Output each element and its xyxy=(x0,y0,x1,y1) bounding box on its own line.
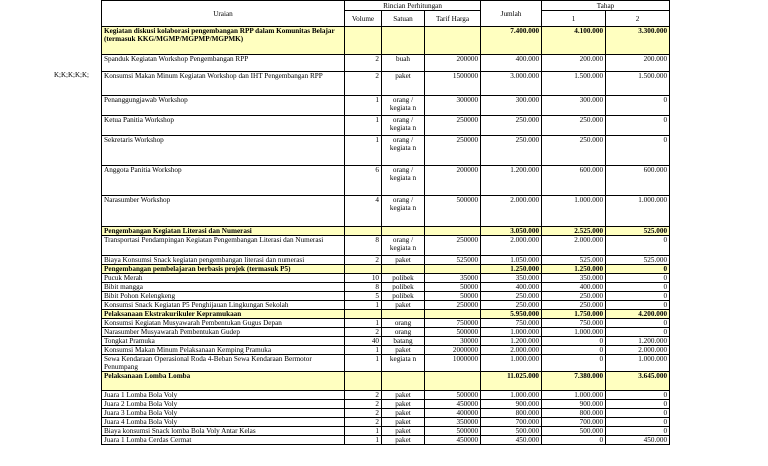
table-row xyxy=(102,391,670,400)
cell-tarif: 500000 xyxy=(425,328,481,337)
cell-tarif: 50000 xyxy=(425,292,481,301)
table-row xyxy=(102,346,670,355)
cell-tarif: 250000 xyxy=(425,116,481,136)
cell-uraian: Penanggungjawab Workshop xyxy=(102,96,345,116)
cell-uraian: Transportasi Pendampingan Kegiatan Pengembangan Literasi dan Numerasi xyxy=(102,236,345,256)
cell-jumlah: 1.050.000 xyxy=(481,256,542,265)
cell-tahap-2: 0 xyxy=(606,400,670,409)
cell-tahap-1: 250.000 xyxy=(542,292,606,301)
cell-tahap-2: 0 xyxy=(606,391,670,400)
cell-volume: 1 xyxy=(345,96,382,116)
cell-satuan xyxy=(382,227,425,236)
cell-tarif: 50000 xyxy=(425,283,481,292)
cell-satuan: orang xyxy=(382,328,425,337)
cell-tahap-2: 0 xyxy=(606,292,670,301)
cell-volume: 8 xyxy=(345,283,382,292)
cell-uraian: Konsumsi Makan Minum Kegiatan Workshop dan IHT Pengembangan RPP xyxy=(102,72,345,96)
cell-tahap-1: 200.000 xyxy=(542,55,606,72)
cell-volume: 40 xyxy=(345,337,382,346)
cell-tahap-2: 0 xyxy=(606,265,670,274)
table-row xyxy=(102,72,670,96)
cell-tahap-2: 0 xyxy=(606,427,670,436)
cell-volume: 1 xyxy=(345,136,382,166)
table-row xyxy=(102,328,670,337)
cell-tahap-2: 0 xyxy=(606,319,670,328)
cell-tarif: 200000 xyxy=(425,55,481,72)
cell-uraian: Juara 3 Lomba Bola Voly xyxy=(102,409,345,418)
cell-uraian: Sekretaris Workshop xyxy=(102,136,345,166)
cell-volume: 1 xyxy=(345,346,382,355)
cell-satuan: paket xyxy=(382,436,425,445)
cell-tahap-1: 0 xyxy=(542,337,606,346)
cell-tahap-2: 0 xyxy=(606,328,670,337)
cell-tahap-1: 600.000 xyxy=(542,166,606,196)
cell-satuan: paket xyxy=(382,409,425,418)
cell-tarif: 500000 xyxy=(425,196,481,227)
cell-satuan: orang xyxy=(382,319,425,328)
cell-tahap-2: 0 xyxy=(606,136,670,166)
cell-jumlah: 450.000 xyxy=(481,436,542,445)
cell-uraian: Sewa Kendaraan Operasional Roda 4-Beban Sewa Kendaraan Bermotor Penumpang xyxy=(102,355,345,372)
cell-tahap-2: 450.000 xyxy=(606,436,670,445)
cell-jumlah: 300.000 xyxy=(481,96,542,116)
cell-uraian: Pengembangan pembelajaran berbasis projek (termasuk P5) xyxy=(102,265,345,274)
cell-tarif xyxy=(425,372,481,391)
cell-satuan xyxy=(382,310,425,319)
cell-tarif: 250000 xyxy=(425,301,481,310)
cell-tahap-1: 1.000.000 xyxy=(542,196,606,227)
cell-uraian: Pucuk Merah xyxy=(102,274,345,283)
cell-tahap-1: 400.000 xyxy=(542,283,606,292)
section-row xyxy=(102,265,670,274)
header-rincian: Rincian Perhitungan xyxy=(345,1,481,11)
cell-tahap-1: 250.000 xyxy=(542,136,606,166)
cell-tahap-1: 500.000 xyxy=(542,427,606,436)
table-row xyxy=(102,236,670,256)
cell-volume: 10 xyxy=(345,274,382,283)
header-volume: Volume xyxy=(345,11,382,27)
cell-uraian: Konsumsi Kegiatan Musyawarah Pembentukan Gugus Depan xyxy=(102,319,345,328)
table-row xyxy=(102,274,670,283)
cell-volume: 2 xyxy=(345,328,382,337)
cell-volume xyxy=(345,227,382,236)
cell-jumlah: 1.250.000 xyxy=(481,265,542,274)
cell-tahap-1: 7.380.000 xyxy=(542,372,606,391)
cell-volume: 2 xyxy=(345,418,382,427)
cell-uraian: Biaya Konsumsi Snack kegiatan pengembangan literasi dan numerasi xyxy=(102,256,345,265)
cell-satuan: buah xyxy=(382,55,425,72)
cell-satuan: paket xyxy=(382,400,425,409)
cell-tahap-1: 250.000 xyxy=(542,301,606,310)
cell-tahap-2: 200.000 xyxy=(606,55,670,72)
table-row xyxy=(102,96,670,116)
cell-tahap-2: 3.300.000 xyxy=(606,27,670,55)
cell-tarif: 250000 xyxy=(425,236,481,256)
table-row xyxy=(102,292,670,301)
cell-tahap-1: 2.000.000 xyxy=(542,236,606,256)
cell-tarif: 400000 xyxy=(425,409,481,418)
cell-satuan: kegiata n xyxy=(382,355,425,372)
cell-satuan xyxy=(382,27,425,55)
section-row xyxy=(102,227,670,236)
cell-tarif: 750000 xyxy=(425,319,481,328)
cell-tahap-2: 0 xyxy=(606,96,670,116)
cell-tahap-2: 1.000.000 xyxy=(606,196,670,227)
cell-jumlah: 1.200.000 xyxy=(481,166,542,196)
cell-jumlah: 250.000 xyxy=(481,301,542,310)
cell-volume: 8 xyxy=(345,236,382,256)
table-row xyxy=(102,337,670,346)
cell-volume: 2 xyxy=(345,409,382,418)
section-row xyxy=(102,372,670,391)
cell-tahap-2: 525.000 xyxy=(606,227,670,236)
cell-tahap-2: 3.645.000 xyxy=(606,372,670,391)
cell-jumlah: 400.000 xyxy=(481,283,542,292)
cell-jumlah: 750.000 xyxy=(481,319,542,328)
cell-tahap-2: 1.000.000 xyxy=(606,355,670,372)
cell-jumlah: 1.000.000 xyxy=(481,391,542,400)
cell-uraian: Ketua Panitia Workshop xyxy=(102,116,345,136)
cell-volume: 1 xyxy=(345,116,382,136)
cell-tarif: 2000000 xyxy=(425,346,481,355)
cell-tahap-1: 1.000.000 xyxy=(542,328,606,337)
cell-tarif xyxy=(425,27,481,55)
cell-satuan: polibek xyxy=(382,292,425,301)
cell-jumlah: 11.025.000 xyxy=(481,372,542,391)
cell-volume: 4 xyxy=(345,196,382,227)
cell-satuan xyxy=(382,372,425,391)
table-row xyxy=(102,283,670,292)
budget-table xyxy=(101,0,670,445)
cell-satuan: batang xyxy=(382,337,425,346)
cell-jumlah: 900.000 xyxy=(481,400,542,409)
cell-tahap-1: 4.100.000 xyxy=(542,27,606,55)
cell-jumlah: 400.000 xyxy=(481,55,542,72)
cell-jumlah: 250.000 xyxy=(481,292,542,301)
cell-satuan: paket xyxy=(382,72,425,96)
table-row xyxy=(102,400,670,409)
cell-jumlah: 1.200.000 xyxy=(481,337,542,346)
cell-tarif: 250000 xyxy=(425,136,481,166)
cell-satuan: paket xyxy=(382,346,425,355)
cell-uraian: Narasumber Musyawarah Pembentukan Gudep xyxy=(102,328,345,337)
cell-uraian: Bibit Pohon Kelengkeng xyxy=(102,292,345,301)
header-jumlah: Jumlah xyxy=(481,1,542,27)
cell-jumlah: 7.400.000 xyxy=(481,27,542,55)
cell-volume: 1 xyxy=(345,436,382,445)
cell-tarif: 450000 xyxy=(425,436,481,445)
cell-tahap-1: 525.000 xyxy=(542,256,606,265)
cell-satuan xyxy=(382,265,425,274)
cell-tarif xyxy=(425,227,481,236)
cell-uraian: Juara 2 Lomba Bola Voly xyxy=(102,400,345,409)
cell-tahap-2: 0 xyxy=(606,236,670,256)
table-row xyxy=(102,256,670,265)
cell-uraian: Pelaksanaan Lomba Lomba xyxy=(102,372,345,391)
table-row xyxy=(102,355,670,372)
cell-tarif: 30000 xyxy=(425,337,481,346)
cell-volume: 2 xyxy=(345,55,382,72)
cell-tahap-2: 0 xyxy=(606,409,670,418)
cell-jumlah: 3.000.000 xyxy=(481,72,542,96)
header-tarif: Tarif Harga xyxy=(425,11,481,27)
cell-jumlah: 700.000 xyxy=(481,418,542,427)
cell-satuan: polibek xyxy=(382,283,425,292)
cell-tahap-2: 0 xyxy=(606,274,670,283)
cell-volume xyxy=(345,310,382,319)
cell-jumlah: 5.950.000 xyxy=(481,310,542,319)
cell-tarif: 200000 xyxy=(425,166,481,196)
cell-jumlah: 2.000.000 xyxy=(481,196,542,227)
side-mark: K;K;K;K;K; xyxy=(54,71,89,79)
cell-jumlah: 800.000 xyxy=(481,409,542,418)
cell-tahap-1: 0 xyxy=(542,436,606,445)
cell-tahap-1: 1.000.000 xyxy=(542,391,606,400)
table-row xyxy=(102,116,670,136)
cell-satuan: orang / kegiata n xyxy=(382,196,425,227)
cell-jumlah: 1.000.000 xyxy=(481,328,542,337)
cell-tahap-1: 2.525.000 xyxy=(542,227,606,236)
table-row xyxy=(102,166,670,196)
cell-jumlah: 500.000 xyxy=(481,427,542,436)
cell-tahap-1: 800.000 xyxy=(542,409,606,418)
cell-volume: 6 xyxy=(345,166,382,196)
cell-volume: 5 xyxy=(345,292,382,301)
section-row xyxy=(102,27,670,55)
cell-tarif: 450000 xyxy=(425,400,481,409)
cell-tahap-2: 4.200.000 xyxy=(606,310,670,319)
cell-tarif: 525000 xyxy=(425,256,481,265)
cell-tarif: 35000 xyxy=(425,274,481,283)
cell-tahap-1: 1.750.000 xyxy=(542,310,606,319)
cell-tahap-2: 0 xyxy=(606,418,670,427)
cell-tahap-1: 0 xyxy=(542,346,606,355)
cell-tarif: 1500000 xyxy=(425,72,481,96)
cell-uraian: Pelaksanaan Ekstrakurikuler Kepramukaan xyxy=(102,310,345,319)
cell-uraian: Narasumber Workshop xyxy=(102,196,345,227)
table-row xyxy=(102,319,670,328)
cell-tahap-2: 1.500.000 xyxy=(606,72,670,96)
cell-volume: 2 xyxy=(345,256,382,265)
cell-satuan: orang / kegiata n xyxy=(382,136,425,166)
cell-tahap-2: 1.200.000 xyxy=(606,337,670,346)
header-satuan: Satuan xyxy=(382,11,425,27)
cell-satuan: paket xyxy=(382,256,425,265)
cell-uraian: Spanduk Kegiatan Workshop Pengembangan RPP xyxy=(102,55,345,72)
cell-tahap-2: 0 xyxy=(606,283,670,292)
cell-volume: 2 xyxy=(345,72,382,96)
cell-tarif: 500000 xyxy=(425,427,481,436)
cell-volume: 1 xyxy=(345,427,382,436)
cell-tarif: 1000000 xyxy=(425,355,481,372)
cell-uraian: Konsumsi Snack Kegiatan P5 Penghijauan Lingkungan Sekolah xyxy=(102,301,345,310)
cell-uraian: Juara 4 Lomba Bola Voly xyxy=(102,418,345,427)
cell-volume xyxy=(345,372,382,391)
header-tahap-2: 2 xyxy=(606,11,670,27)
cell-uraian: Juara 1 Lomba Bola Voly xyxy=(102,391,345,400)
table-row xyxy=(102,427,670,436)
cell-volume: 1 xyxy=(345,355,382,372)
cell-tahap-1: 300.000 xyxy=(542,96,606,116)
header-tahap: Tahap xyxy=(542,1,670,11)
cell-tarif xyxy=(425,265,481,274)
cell-tarif xyxy=(425,310,481,319)
cell-uraian: Biaya konsumsi Snack lomba Bola Voly Antar Kelas xyxy=(102,427,345,436)
cell-satuan: orang / kegiata n xyxy=(382,96,425,116)
cell-volume: 2 xyxy=(345,391,382,400)
table-row xyxy=(102,196,670,227)
cell-satuan: polibek xyxy=(382,274,425,283)
cell-tahap-2: 2.000.000 xyxy=(606,346,670,355)
cell-volume: 1 xyxy=(345,301,382,310)
cell-jumlah: 3.050.000 xyxy=(481,227,542,236)
header-tahap-1: 1 xyxy=(542,11,606,27)
cell-tahap-1: 0 xyxy=(542,355,606,372)
table-row xyxy=(102,436,670,445)
cell-uraian: Tongkat Pramuka xyxy=(102,337,345,346)
cell-satuan: paket xyxy=(382,391,425,400)
cell-satuan: paket xyxy=(382,301,425,310)
cell-tahap-2: 600.000 xyxy=(606,166,670,196)
cell-tahap-1: 900.000 xyxy=(542,400,606,409)
cell-tahap-1: 1.500.000 xyxy=(542,72,606,96)
cell-jumlah: 2.000.000 xyxy=(481,236,542,256)
cell-volume xyxy=(345,27,382,55)
cell-uraian: Konsumsi Makan Minum Pelaksanaan Kemping Pramuka xyxy=(102,346,345,355)
table-row xyxy=(102,409,670,418)
cell-tahap-1: 350.000 xyxy=(542,274,606,283)
cell-satuan: paket xyxy=(382,427,425,436)
cell-satuan: paket xyxy=(382,418,425,427)
cell-tarif: 300000 xyxy=(425,96,481,116)
cell-tahap-1: 1.250.000 xyxy=(542,265,606,274)
cell-volume: 1 xyxy=(345,319,382,328)
table-row xyxy=(102,301,670,310)
cell-tahap-1: 700.000 xyxy=(542,418,606,427)
cell-jumlah: 250.000 xyxy=(481,136,542,166)
header-uraian: Uraian xyxy=(102,1,345,27)
cell-tarif: 350000 xyxy=(425,418,481,427)
cell-jumlah: 250.000 xyxy=(481,116,542,136)
table-row xyxy=(102,418,670,427)
cell-tarif: 500000 xyxy=(425,391,481,400)
cell-tahap-1: 250.000 xyxy=(542,116,606,136)
cell-satuan: orang / kegiata n xyxy=(382,236,425,256)
table-header xyxy=(102,1,670,27)
table-row xyxy=(102,136,670,166)
cell-tahap-2: 525.000 xyxy=(606,256,670,265)
cell-uraian: Anggota Panitia Workshop xyxy=(102,166,345,196)
cell-uraian: Bibit mangga xyxy=(102,283,345,292)
cell-uraian: Kegiatan diskusi kolaborasi pengembangan RPP dalam Komunitas Belajar (termasuk KKG/MGMP/MGPMP/MGPMK) xyxy=(102,27,345,55)
cell-tahap-1: 750.000 xyxy=(542,319,606,328)
cell-volume: 2 xyxy=(345,400,382,409)
cell-satuan: orang / kegiata n xyxy=(382,166,425,196)
cell-uraian: Pengembangan Kegiatan Literasi dan Numerasi xyxy=(102,227,345,236)
cell-satuan: orang / kegiata n xyxy=(382,116,425,136)
cell-tahap-2: 0 xyxy=(606,116,670,136)
cell-jumlah: 2.000.000 xyxy=(481,346,542,355)
cell-jumlah: 350.000 xyxy=(481,274,542,283)
cell-tahap-2: 0 xyxy=(606,301,670,310)
table-row xyxy=(102,55,670,72)
table-body xyxy=(102,27,670,445)
section-row xyxy=(102,310,670,319)
cell-volume xyxy=(345,265,382,274)
cell-uraian: Juara 1 Lomba Cerdas Cermat xyxy=(102,436,345,445)
cell-jumlah: 1.000.000 xyxy=(481,355,542,372)
